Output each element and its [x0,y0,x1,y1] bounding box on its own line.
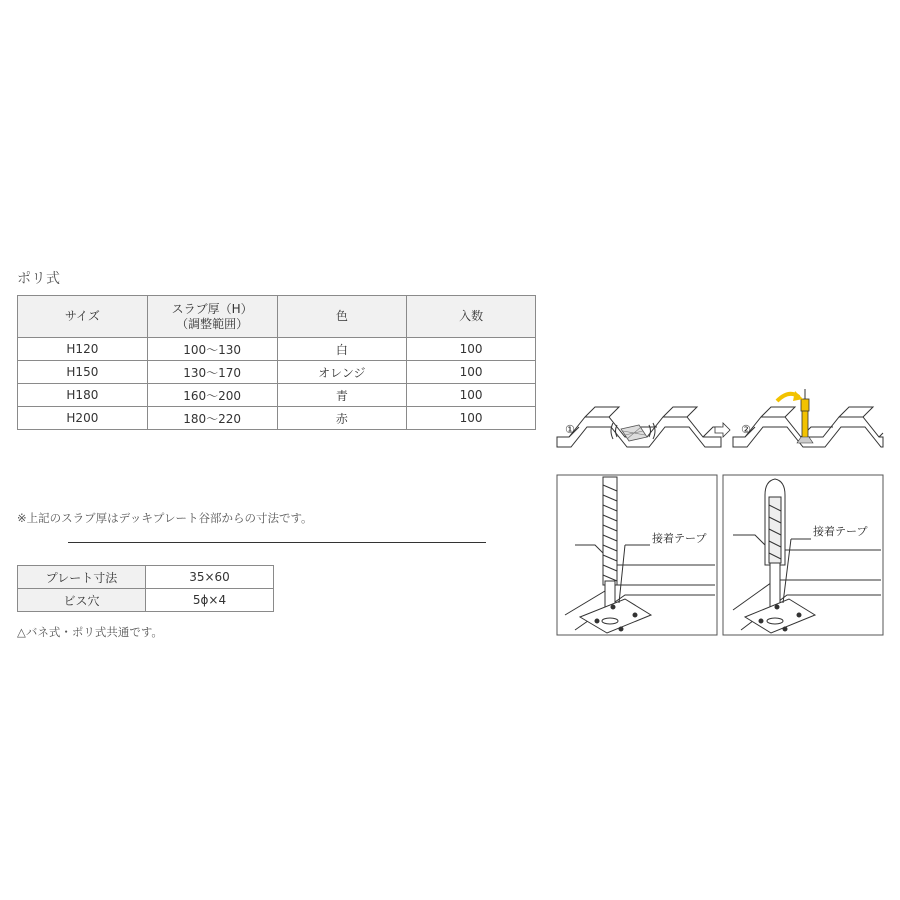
header-quantity: 入数 [407,296,536,338]
cell-color: オレンジ [277,361,407,384]
right-arrow-icon [715,423,730,437]
spec-table-header-row [18,296,536,338]
cell-value: 35×60 [146,566,274,589]
cell-size: H150 [18,361,148,384]
table-row [18,361,536,384]
cell-slab: 130〜170 [147,361,277,384]
installation-illustration [555,385,885,637]
cell-value: 5ϕ×4 [146,589,274,612]
cell-quantity: 100 [407,384,536,407]
header-slab-thickness [147,296,277,338]
header-color: 色 [277,296,407,338]
header-slab-line1: スラブ厚（H） [171,301,253,316]
table-row [18,407,536,430]
table-row [18,338,536,361]
cell-label: プレート寸法 [18,566,146,589]
step1-marker: ① [565,423,575,436]
cell-slab: 180〜220 [147,407,277,430]
cell-slab: 100〜130 [147,338,277,361]
tape-label-1: 接着テープ [652,532,707,545]
step2-marker: ② [741,423,751,436]
rotate-arrow-icon [777,391,803,401]
cell-color: 白 [277,338,407,361]
cell-color: 青 [277,384,407,407]
divider [68,542,486,543]
section-title: ポリ式 [17,271,61,287]
table-row [18,384,536,407]
cell-quantity: 100 [407,407,536,430]
header-size: サイズ [18,296,148,338]
cell-size: H200 [18,407,148,430]
slab-note: ※上記のスラブ厚はデッキプレート谷部からの寸法です。 [17,511,313,525]
table-row [18,589,274,612]
spec-table [17,295,536,430]
cell-quantity: 100 [407,338,536,361]
tape-label-2: 接着テープ [813,525,868,538]
mesh-tape-icon [611,423,655,441]
common-note: △バネ式・ポリ式共通です。 [17,625,163,639]
cell-size: H180 [18,384,148,407]
header-slab-line2: （調整範囲） [176,316,249,331]
cell-label: ビス穴 [18,589,146,612]
cell-quantity: 100 [407,361,536,384]
cell-size: H120 [18,338,148,361]
table-row [18,566,274,589]
cell-slab: 160〜200 [147,384,277,407]
cell-color: 赤 [277,407,407,430]
plate-table [17,565,274,612]
